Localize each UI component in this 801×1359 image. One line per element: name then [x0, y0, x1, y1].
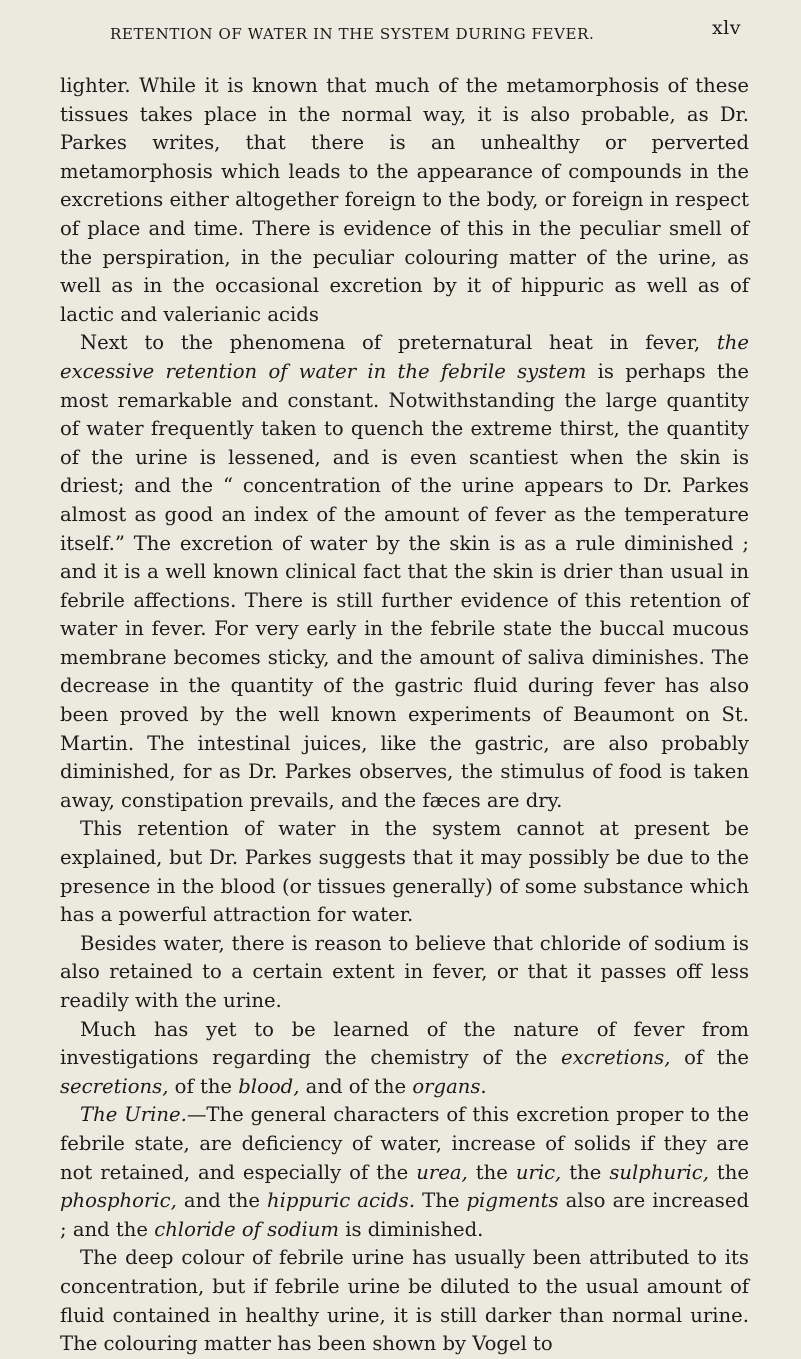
text-run: is perhaps the most remarkable and constant. Notwithstanding the large quantity of water frequently taken to quench the extreme thirst, the quantity of the urine is lessened, and is even scantiest when the skin is driest; and the “ concentration of the urine appears to Dr. Parkes almost as good an index of the amount of fever as the temperature itself.” The excretion of water by the skin is as a rule diminished ; and it is a well known clinical fact that the skin is drier than usual in febrile affections. There is still further evidence of this retention of water in fever. For very early in the febrile state the buccal mucous membrane becomes sticky, and the amount of saliva diminishes. The decrease in the quantity of the gastric fluid during fever has also been proved by the well known experiments of Beaumont on St. Martin. The intestinal juices, like the gastric, are also probably diminished, for as Dr. Parkes observes, the stimulus of food is taken away, constipation prevails, and the fæces are dry. [60, 359, 750, 812]
text-run: The deep colour of febrile urine has usually been attributed to its concentration, but if febrile urine be diluted to the usual amount of fluid contained in healthy urine, it is still darker than normal urine. The colouring matter has been shown by Vogel to [60, 1246, 749, 1356]
text-run: Besides water, there is reason to believe that chloride of sodium is also retained to a certain extent in fever, or that it passes off less readily with the urine. [60, 931, 749, 1012]
text-run: Much has yet to be learned of the nature of fever from investigations regarding the chemistry of the [60, 1017, 749, 1070]
italic-text: urea, [416, 1160, 468, 1184]
running-head [60, 0, 749, 56]
italic-text: sulphuric, [609, 1160, 709, 1184]
paragraph-p1 [60, 72, 749, 329]
italic-text: The Urine. [80, 1103, 187, 1127]
italic-text: secretions, [60, 1074, 169, 1098]
italic-text: the excessive retention of water in the febrile system [60, 331, 749, 383]
paragraph-p3 [60, 815, 749, 929]
text-run: the [467, 1160, 516, 1184]
italic-text: blood, [238, 1074, 300, 1098]
paragraph-p2 [60, 329, 749, 815]
text-run: and the [176, 1189, 268, 1213]
text-run: the [708, 1160, 749, 1184]
paragraph-p4 [60, 930, 749, 1016]
italic-text: organs. [412, 1074, 487, 1098]
text-run: of the [168, 1074, 239, 1098]
running-title: RETENTION OF WATER IN THE SYSTEM DURING FEVER. [110, 25, 595, 43]
paragraph-p6 [60, 1101, 749, 1244]
text-run: of the [670, 1046, 749, 1070]
text-run: This retention of water in the system cannot at present be explained, but Dr. Parkes suggests that it may possibly be due to the presence in the blood (or tissues generally) of some substance which has a powerful attraction for water. [60, 817, 749, 927]
page-number: xlv [711, 17, 741, 39]
body-text [60, 72, 749, 1359]
italic-text: hippuric acids. [267, 1189, 416, 1213]
text-run: the [561, 1160, 610, 1184]
text-run: is diminished. [339, 1217, 484, 1241]
paragraph-p7 [60, 1244, 749, 1358]
italic-text: pigments [466, 1189, 559, 1213]
italic-text: excretions, [561, 1046, 671, 1070]
text-run: lighter. While it is known that much of the metamorphosis of these tissues takes place in the normal way, it is also probable, as Dr. Parkes writes, that there is an unhealthy or perverted metamorphosis which leads to the appearance of compounds in the excretions either altogether foreign to the body, or foreign in respect of place and time. There is evidence of this in the peculiar smell of the perspiration, in the peculiar colouring matter of the urine, as well as in the occasional excretion by it of hippuric as well as of lactic and valerianic acids [60, 74, 749, 326]
text-run: The [415, 1189, 467, 1213]
text-run: Next to the phenomena of preternatural heat in fever, [80, 331, 717, 355]
italic-text: uric, [515, 1160, 562, 1184]
text-run: —The general characters of this excretion proper to the febrile state, are deficiency of water, increase of solids if they are not retained, and especially of the [60, 1103, 749, 1184]
text-run: and of the [299, 1074, 413, 1098]
paragraph-p5 [60, 1016, 749, 1102]
italic-text: chloride of sodium [154, 1217, 340, 1241]
italic-text: phosphoric, [60, 1189, 177, 1213]
text-run: also are increased ; and the [60, 1189, 749, 1241]
